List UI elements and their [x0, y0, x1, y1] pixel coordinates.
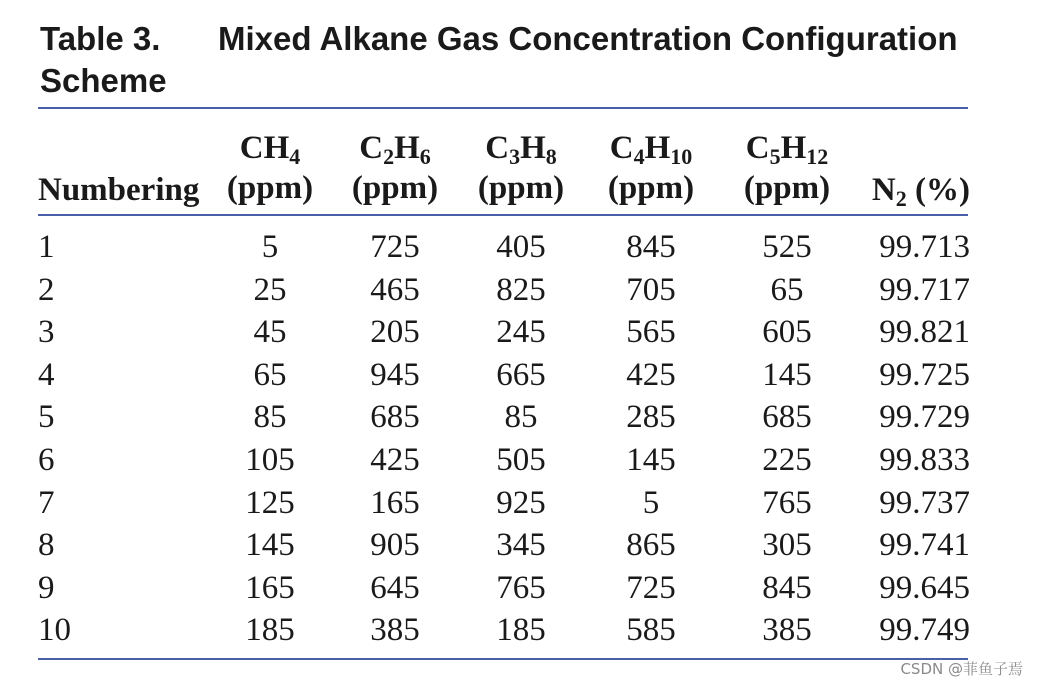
cell-n2: 99.725: [879, 356, 970, 393]
cell-c3h8: 345: [496, 527, 546, 564]
top-rule: [38, 107, 968, 109]
table-caption: [40, 18, 970, 102]
cell-c3h8: 765: [496, 569, 546, 606]
cell-c3h8: 665: [496, 356, 546, 393]
cell-numbering: 4: [38, 356, 55, 393]
cell-c2h6: 905: [370, 527, 420, 564]
cell-c4h10: 725: [626, 569, 676, 606]
header-c3h8-formula: $C_3H_8$: [485, 130, 557, 169]
table-row: [38, 439, 970, 482]
header-ch4-unit: (ppm): [226, 170, 314, 206]
table-body: [38, 226, 970, 652]
cell-n2: 99.713: [879, 229, 970, 265]
cell-c4h10: 845: [626, 229, 676, 265]
cell-c4h10: 865: [626, 527, 676, 564]
cell-c5h12: 65: [770, 271, 804, 308]
cell-n2: 99.833: [879, 441, 970, 478]
cell-c4h10: 5: [642, 484, 660, 521]
cell-c2h6: 465: [370, 271, 420, 308]
header-numbering: Numbering: [38, 172, 200, 208]
cell-c5h12: 385: [762, 612, 812, 649]
cell-c5h12: 765: [762, 484, 812, 521]
cell-c2h6: 165: [370, 484, 420, 521]
cell-c2h6: 425: [370, 441, 420, 478]
watermark: CSDN @菲鱼子焉: [900, 660, 1023, 678]
cell-c5h12: 525: [762, 229, 812, 265]
cell-n2: 99.749: [879, 612, 970, 649]
table-row: [38, 226, 970, 269]
cell-ch4: 5: [261, 229, 279, 265]
header-c3h8-unit: (ppm): [477, 170, 565, 206]
cell-c3h8: 85: [504, 399, 538, 436]
cell-ch4: 145: [245, 527, 295, 564]
cell-c5h12: 845: [762, 569, 812, 606]
cell-c3h8: 505: [496, 441, 546, 478]
table-label: Table 3.: [40, 20, 161, 57]
table-row: [38, 482, 970, 525]
cell-n2: 99.737: [879, 484, 970, 521]
cell-numbering: 2: [38, 271, 55, 308]
cell-n2: 99.729: [879, 399, 970, 436]
cell-numbering: 9: [38, 569, 55, 606]
header-c4h10: [586, 128, 716, 208]
cell-c5h12: 605: [762, 314, 812, 351]
header-c4h10-formula: $C_4H_{10}$: [609, 130, 693, 169]
cell-ch4: 65: [253, 356, 287, 393]
cell-numbering: 7: [38, 484, 55, 521]
cell-c4h10: 145: [626, 441, 676, 478]
cell-c4h10: 285: [626, 399, 676, 436]
header-c5h12: [722, 128, 852, 208]
cell-n2: 99.717: [879, 271, 970, 308]
header-ch4-formula: $CH_4$: [239, 130, 301, 169]
cell-c5h12: 145: [762, 356, 812, 393]
table-row: [38, 524, 970, 567]
cell-c4h10: 565: [626, 314, 676, 351]
cell-numbering: 10: [38, 612, 71, 649]
cell-c4h10: 425: [626, 356, 676, 393]
cell-n2: 99.821: [879, 314, 970, 351]
cell-ch4: 45: [253, 314, 287, 351]
cell-n2: 99.645: [879, 569, 970, 606]
header-c5h12-formula: $C_5H_{12}$: [745, 130, 829, 169]
cell-c2h6: 645: [370, 569, 420, 606]
cell-c5h12: 305: [762, 527, 812, 564]
header-c4h10-unit: (ppm): [607, 170, 695, 206]
table-row: [38, 609, 970, 652]
cell-ch4: 185: [245, 612, 295, 649]
header-ch4: [205, 128, 335, 208]
cell-ch4: 85: [253, 399, 287, 436]
cell-c5h12: 685: [762, 399, 812, 436]
cell-c3h8: 245: [496, 314, 546, 351]
cell-ch4: 125: [245, 484, 295, 521]
cell-c3h8: 185: [496, 612, 546, 649]
table-row: [38, 354, 970, 397]
cell-c4h10: 705: [626, 271, 676, 308]
header-c5h12-unit: (ppm): [743, 170, 831, 206]
cell-numbering: 1: [38, 229, 55, 265]
header-c2h6-formula: $C_2H_6$: [359, 130, 431, 169]
cell-ch4: 25: [253, 271, 287, 308]
table-title: Mixed Alkane Gas Concentration Configuration Scheme: [40, 20, 958, 99]
header-c3h8: [456, 128, 586, 208]
cell-ch4: 105: [245, 441, 295, 478]
header-n2: $N_2$ (%): [871, 172, 970, 211]
cell-n2: 99.741: [879, 527, 970, 564]
table-row: [38, 269, 970, 312]
table-row: [38, 311, 970, 354]
table-row: [38, 567, 970, 610]
header-c2h6: [330, 128, 460, 208]
cell-numbering: 8: [38, 527, 55, 564]
cell-c3h8: 825: [496, 271, 546, 308]
cell-numbering: 5: [38, 399, 55, 436]
cell-c2h6: 205: [370, 314, 420, 351]
header-c2h6-unit: (ppm): [351, 170, 439, 206]
cell-c2h6: 725: [370, 229, 420, 265]
cell-c2h6: 945: [370, 356, 420, 393]
cell-ch4: 165: [245, 569, 295, 606]
header-rule: [38, 214, 968, 216]
cell-c3h8: 405: [496, 229, 546, 265]
cell-c3h8: 925: [496, 484, 546, 521]
cell-c2h6: 685: [370, 399, 420, 436]
cell-numbering: 3: [38, 314, 55, 351]
cell-numbering: 6: [38, 441, 55, 478]
table-row: [38, 396, 970, 439]
cell-c2h6: 385: [370, 612, 420, 649]
cell-c4h10: 585: [626, 612, 676, 649]
bottom-rule: [38, 658, 968, 660]
cell-c5h12: 225: [762, 441, 812, 478]
